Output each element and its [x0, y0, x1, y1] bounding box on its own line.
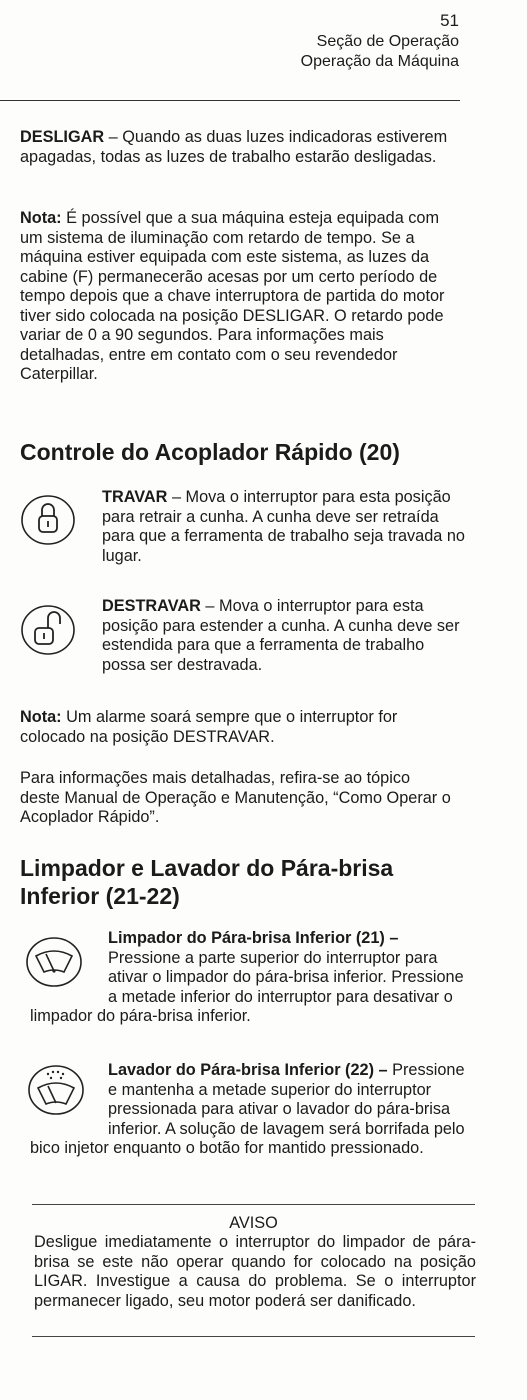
- off-text: – Quando as duas luzes indicadoras estiverem apagadas, todas as luzes de trabalho estarão desligadas.: [20, 128, 448, 166]
- wiper-heading-line2: Inferior (21-22): [20, 883, 180, 909]
- wiper-heading-line1: Limpador e Lavador do Pára-brisa: [20, 855, 394, 881]
- subsection-title: Operação da Máquina: [300, 53, 459, 70]
- lock-text: – Mova o interruptor para esta posição para retrair a cunha. A cunha deve ser retraída para que a ferramenta de trabalho seja travada no lugar.: [102, 488, 465, 565]
- coupler-reference: Para informações mais detalhadas, refira-se ao tópico deste Manual de Operação e Manutenção, “Como Operar o Acoplador Rápido”.: [20, 769, 451, 826]
- lower-wiper-term: Limpador do Pára-brisa Inferior (21) –: [108, 929, 399, 947]
- coupler-note-label: Nota:: [20, 708, 62, 726]
- unlock-paragraph: [20, 597, 465, 675]
- header-rule: [0, 100, 460, 101]
- section-title: Seção de Operação: [316, 33, 459, 50]
- note-delay: [20, 209, 463, 385]
- lower-washer-text: Pressione e mantenha a metade superior do interruptor pressionada para ativar o lavador do pára-brisa inferior. A solução de lavagem será borrifada pelo bico injetor enquanto o botão for mantido pressionado.: [30, 1061, 465, 1157]
- unlock-text: – Mova o interruptor para esta posição para estender a cunha. A cunha deve ser estendida para que a ferramenta de trabalho possa ser destravada.: [102, 597, 460, 674]
- off-term: DESLIGAR: [20, 128, 105, 146]
- note-text: É possível que a sua máquina esteja equipada com um sistema de iluminação com retardo de tempo. Se a máquina estiver equipada com este sistema, as luzes da cabine (F) permanecerão acesas por um certo período de tempo depois que a chave interruptora de partida do motor tiver sido colocada na posição DESLIGAR. O retardo pode variar de 0 a 90 segundos. Para informações mais detalhadas, entre em contato com o seu revendedor Caterpillar.: [20, 209, 445, 383]
- note-label: Nota:: [20, 209, 62, 227]
- unlock-term: DESTRAVAR: [102, 597, 201, 615]
- wiper-heading: [20, 854, 393, 910]
- coupler-note-text: Um alarme soará sempre que o interruptor for colocado na posição DESTRAVAR.: [20, 708, 398, 746]
- page-header: [301, 10, 459, 72]
- off-paragraph: [20, 128, 460, 167]
- notice-rule-top: [32, 1204, 475, 1205]
- lower-wiper-text: Pressione a parte superior do interruptor para ativar o limpador do pára-brisa inferior. Pressione a metade inferior do interruptor para desativar o limpador do pára-brisa inferior.: [30, 948, 464, 1025]
- notice-title: AVISO: [229, 1214, 278, 1232]
- lock-paragraph: [20, 488, 465, 566]
- notice-text: Desligue imediatamente o interruptor do limpador de pára-brisa se este não operar quando for colocado na posição LIGAR. Investigue a causa do problema. Se o interruptor permanecer ligado, seu motor poderá ser danificado.: [34, 1233, 476, 1310]
- lower-wiper-paragraph: [30, 929, 470, 1027]
- page-number: 51: [440, 11, 459, 30]
- lower-washer-term: Lavador do Pára-brisa Inferior (22) –: [108, 1061, 388, 1079]
- coupler-note: [20, 708, 460, 747]
- coupler-heading: Controle do Acoplador Rápido (20): [20, 439, 400, 465]
- notice-rule-bottom: [32, 1336, 475, 1337]
- lower-washer-paragraph: [30, 1061, 470, 1159]
- lock-term: TRAVAR: [102, 488, 168, 506]
